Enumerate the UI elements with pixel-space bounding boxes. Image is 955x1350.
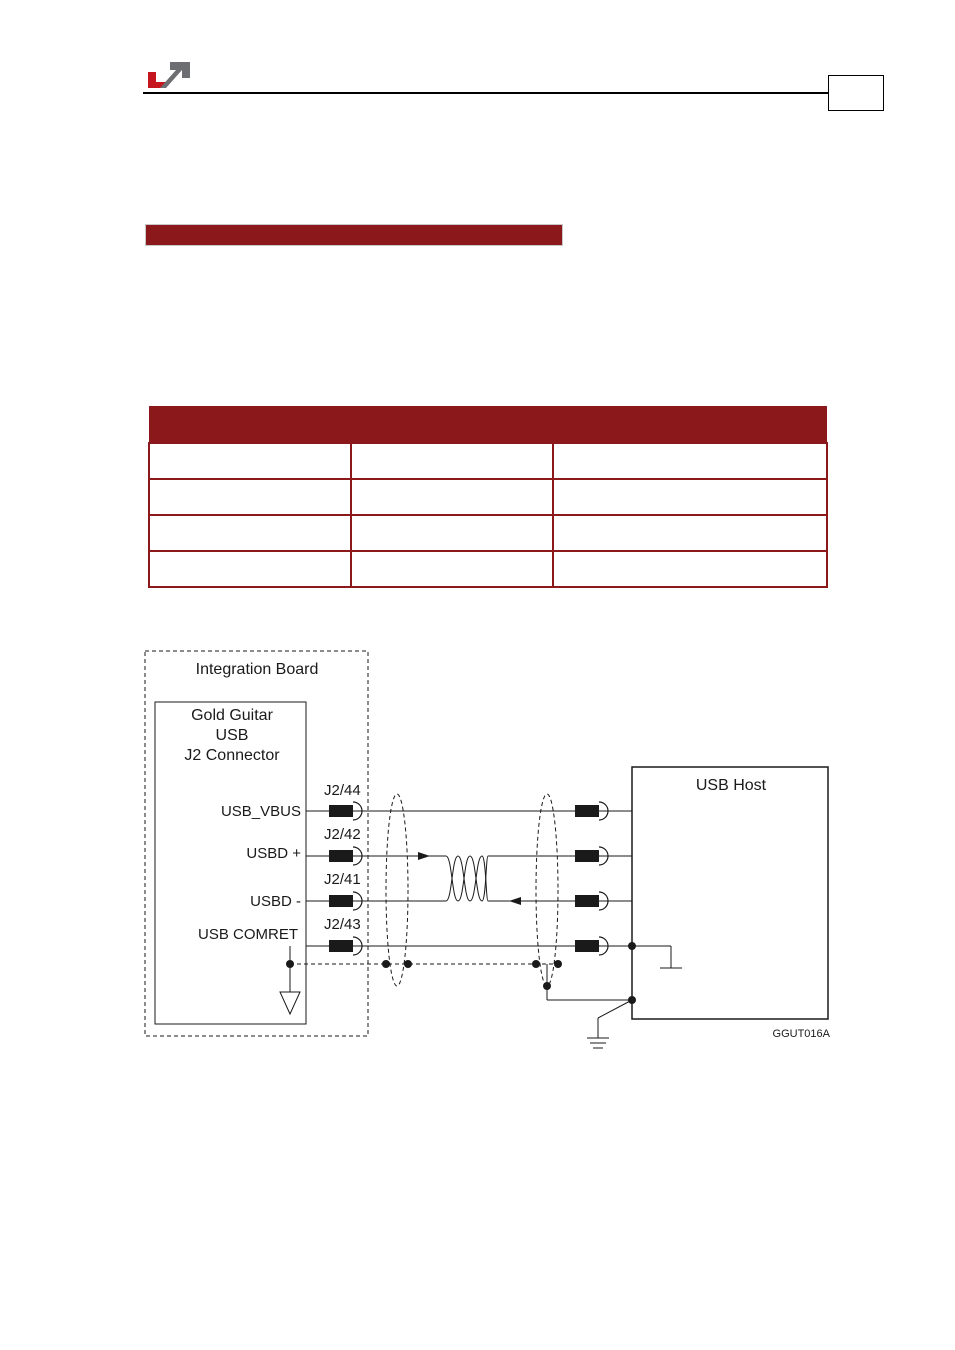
junction-dot [532, 960, 540, 968]
junction-dot [404, 960, 412, 968]
host-pin-usbd-minus [575, 895, 599, 907]
junction-dot [628, 996, 636, 1004]
board-pin-usbd-minus [329, 895, 353, 907]
figure-id: GGUT016A [772, 1028, 830, 1040]
host-pin-usbd-plus [575, 850, 599, 862]
board-pin-usbd-plus [329, 850, 353, 862]
connector-title-line1: Gold Guitar [191, 707, 273, 724]
connector-title-line3: J2 Connector [184, 747, 280, 764]
signal-label-vbus: USB_VBUS [220, 803, 301, 820]
signal-label-usbd-minus: USBD - [250, 893, 301, 910]
signal-label-comret: USB COMRET [197, 926, 298, 943]
board-pin-comret [329, 940, 353, 952]
pin-label-usbd-plus: J2/42 [324, 826, 361, 843]
signal-label-usbd-plus: USBD + [246, 845, 301, 862]
host-pin-comret [575, 940, 599, 952]
arrow-left-icon [509, 897, 521, 905]
connector-title-line2: USB [215, 727, 249, 744]
board-ground-symbol [280, 992, 300, 1014]
junction-dot [628, 942, 636, 950]
arrow-right-icon [418, 852, 430, 860]
junction-dot [554, 960, 562, 968]
usb-host-label: USB Host [695, 777, 767, 794]
shield-ellipse-left-a [386, 794, 408, 986]
pin-label-comret: J2/43 [324, 916, 361, 933]
junction-dot [286, 960, 294, 968]
shield-ellipse-right-a [536, 794, 558, 986]
host-pin-vbus [575, 805, 599, 817]
junction-dot [543, 982, 551, 990]
pin-label-usbd-minus: J2/41 [324, 871, 361, 888]
integration-board-label: Integration Board [195, 661, 319, 678]
earth-ground-diag [598, 1000, 632, 1018]
junction-dot [382, 960, 390, 968]
usb-host-box [632, 767, 828, 1019]
pin-label-vbus: J2/44 [324, 782, 361, 799]
board-pin-vbus [329, 805, 353, 817]
